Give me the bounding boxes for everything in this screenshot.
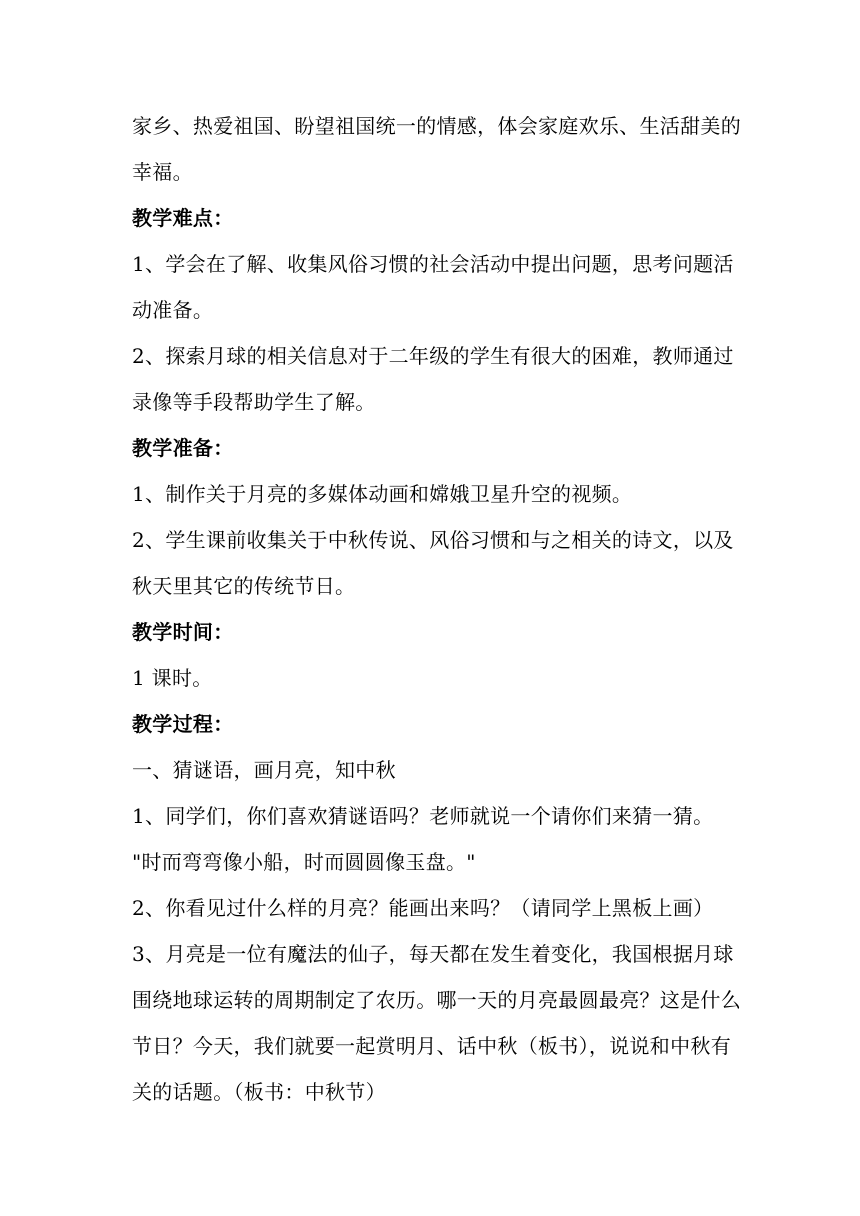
paragraph-line: 2、学生课前收集关于中秋传说、风俗习惯和与之相关的诗文，以及: [132, 528, 734, 552]
paragraph-line: 录像等手段帮助学生了解。: [132, 390, 376, 414]
paragraph-line: 幸福。: [132, 160, 193, 184]
paragraph-line: "时而弯弯像小船，时而圆圆像玉盘。": [132, 850, 476, 874]
section-heading-preparation: 教学准备：: [132, 436, 234, 460]
paragraph-line: 围绕地球运转的周期制定了农历。哪一天的月亮最圆最亮？这是什么: [132, 988, 741, 1012]
paragraph-line: 1、制作关于月亮的多媒体动画和嫦娥卫星升空的视频。: [132, 482, 633, 506]
document-body: [132, 108, 741, 1111]
paragraph-line: 3、月亮是一位有魔法的仙子，每天都在发生着变化，我国根据月球: [132, 942, 734, 966]
paragraph-line: 关的话题。（板书：中秋节）: [132, 1080, 386, 1104]
section-heading-time: 教学时间：: [132, 620, 234, 644]
paragraph-line: 秋天里其它的传统节日。: [132, 574, 356, 598]
paragraph-line: 节日？今天，我们就要一起赏明月、话中秋（板书），说说和中秋有: [132, 1034, 731, 1058]
paragraph-line: 动准备。: [132, 298, 214, 322]
paragraph-line: 1、学会在了解、收集风俗习惯的社会活动中提出问题，思考问题活: [132, 252, 734, 276]
paragraph-line: 2、探索月球的相关信息对于二年级的学生有很大的困难，教师通过: [132, 344, 734, 368]
paragraph-line: 一、猜谜语，画月亮，知中秋: [132, 758, 396, 782]
section-heading-process: 教学过程：: [132, 712, 234, 736]
paragraph-line: 2、你看见过什么样的月亮？能画出来吗？（请同学上黑板上画）: [132, 896, 714, 920]
paragraph-line: 家乡、热爱祖国、盼望祖国统一的情感，体会家庭欢乐、生活甜美的: [132, 114, 741, 138]
paragraph-line: 1、同学们，你们喜欢猜谜语吗？老师就说一个请你们来猜一猜。: [132, 804, 714, 828]
paragraph-line: 1 课时。: [132, 666, 213, 690]
section-heading-difficulties: 教学难点：: [132, 206, 234, 230]
